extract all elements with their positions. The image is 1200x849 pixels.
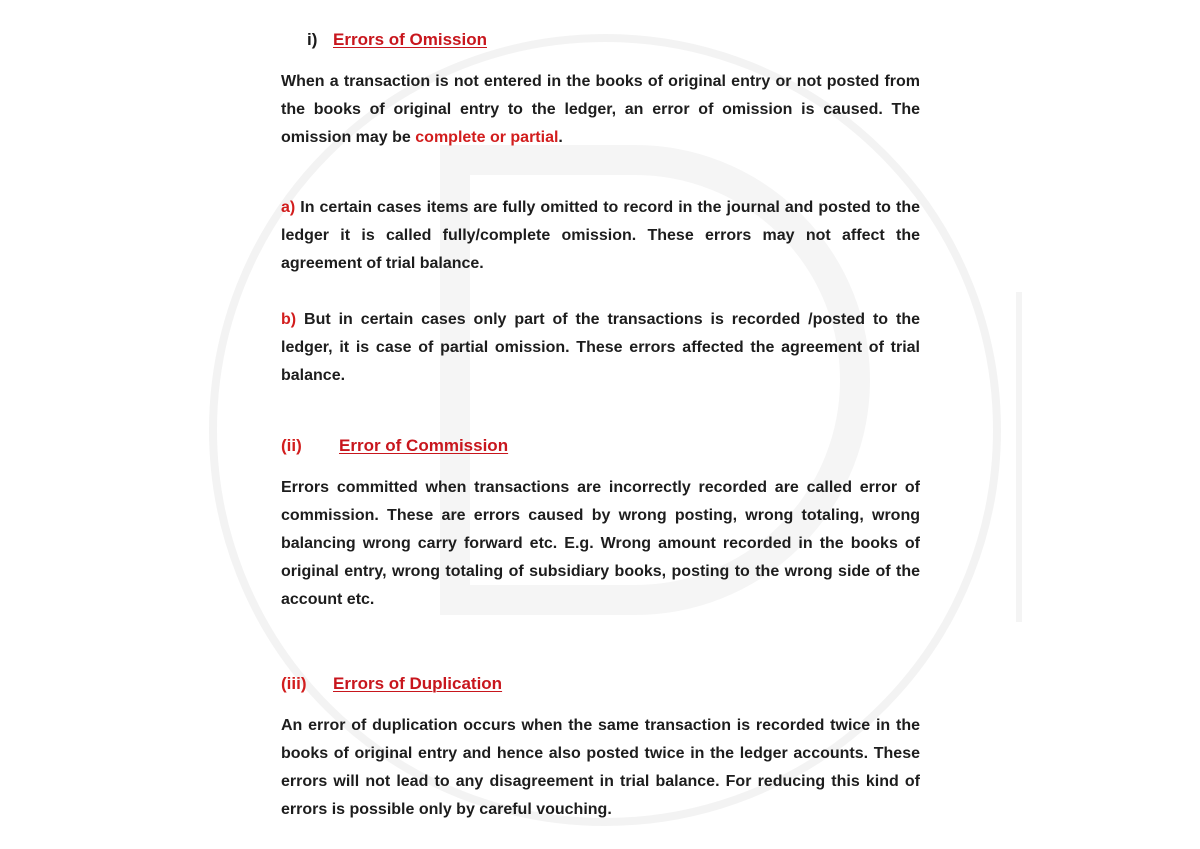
point-a-paragraph: a) In certain cases items are fully omitted to record in the journal and posted to the ledger it is called fully/complete omission. These errors may not affect the agreement of trial balance.	[281, 199, 920, 272]
section-number: i)	[307, 30, 318, 49]
point-b-label: b)	[281, 311, 297, 328]
heading-errors-of-duplication	[281, 672, 502, 696]
side-rule	[1016, 292, 1022, 622]
omission-intro-paragraph: When a transaction is not entered in the books of original entry or not posted from the books of original entry to the ledger, an error of omission is caused. The omission may be complete or partial.	[281, 73, 920, 146]
section-title: Errors of Duplication	[333, 674, 503, 693]
section-number: (iii)	[281, 674, 307, 693]
section-number: (ii)	[281, 436, 302, 455]
section-title: Error of Commission	[339, 436, 509, 455]
section-title: Errors of Omission	[333, 30, 487, 49]
heading-error-of-commission	[281, 434, 508, 458]
point-b-paragraph: b) But in certain cases only part of the transactions is recorded /posted to the ledger, it is case of partial omission. These errors affected the agreement of trial balance.	[281, 311, 920, 384]
commission-paragraph: Errors committed when transactions are incorrectly recorded are called error of commission. These are errors caused by wrong posting, wrong totaling, wrong balancing wrong carry forward etc. E.g. Wrong amount recorded in the books of original entry, wrong totaling of subsidiary books, posting to the wrong side of the account etc.	[281, 479, 920, 608]
highlight-complete-or-partial: complete or partial	[415, 129, 559, 146]
point-a-label: a)	[281, 199, 296, 216]
duplication-paragraph: An error of duplication occurs when the same transaction is recorded twice in the books of original entry and hence also posted twice in the ledger accounts. These errors will not lead to any disagreement in trial balance. For reducing this kind of errors is possible only by careful vouching.	[281, 717, 920, 818]
heading-errors-of-omission	[307, 28, 487, 52]
